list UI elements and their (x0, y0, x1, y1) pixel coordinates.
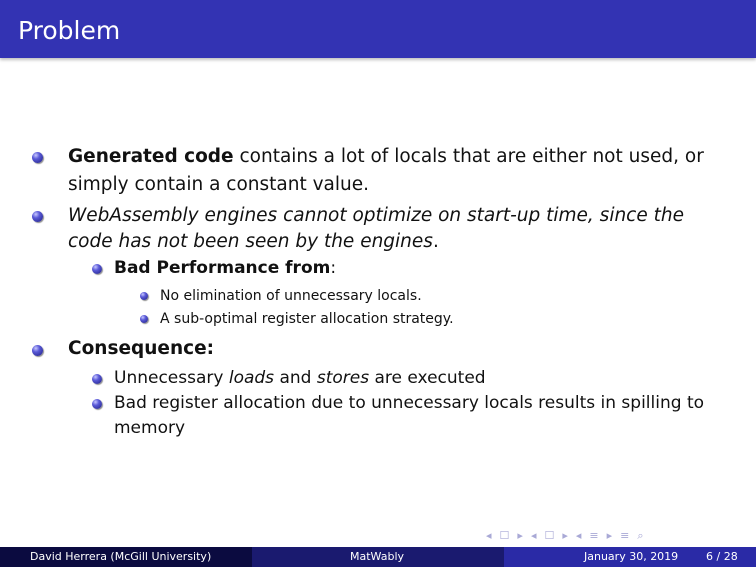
italic-text: WebAssembly engines cannot optimize on start-up time, since the (68, 205, 684, 226)
list-item (114, 366, 734, 390)
list-item (68, 144, 738, 170)
footer (0, 547, 756, 567)
list-item (68, 203, 738, 229)
item-text: . (432, 231, 439, 252)
italic-text: code has not been seen by the engines (68, 231, 433, 252)
nav-subsection-next-icon[interactable]: ▸ (562, 529, 568, 542)
bullet-icon (32, 345, 43, 356)
bullet-icon (92, 399, 102, 409)
nav-section-next-icon[interactable]: ▸ (606, 529, 613, 542)
nav-frame-prev-icon[interactable]: ◂ (486, 529, 492, 542)
list-item-continuation (114, 416, 734, 440)
item-text: are executed (369, 368, 486, 388)
item-text: No elimination of unnecessary locals. (160, 288, 422, 304)
footer-date-segment (504, 547, 756, 567)
list-item (114, 256, 734, 280)
item-text: A sub-optimal register allocation strategy. (160, 311, 454, 327)
item-text: : (330, 258, 337, 278)
nav-frame-icon[interactable]: ☐ (499, 529, 510, 542)
italic-text: stores (316, 368, 370, 388)
list-item (114, 391, 734, 415)
bullet-icon (140, 292, 148, 300)
list-item-continuation (68, 229, 738, 255)
nav-frame-next-icon[interactable]: ▸ (517, 529, 523, 542)
list-item (160, 309, 720, 329)
emphasis-text: Generated code (68, 146, 234, 167)
nav-subsection-prev-icon[interactable]: ◂ (530, 529, 537, 542)
item-text: simply contain a constant value. (68, 174, 369, 195)
footer-title-segment (252, 547, 504, 567)
bullet-icon (32, 152, 43, 163)
item-text: contains a lot of locals that are either not used, or (233, 146, 704, 167)
italic-text: loads (228, 368, 275, 388)
nav-subsection-icon[interactable]: ☐ (544, 529, 555, 542)
nav-toc-icon[interactable]: ≡ (620, 529, 630, 542)
bullet-icon (92, 264, 102, 274)
footer-page-number: 6 / 28 (706, 550, 738, 563)
item-text: and (274, 368, 317, 388)
beamer-navigation (486, 528, 742, 544)
footer-date: January 30, 2019 (584, 550, 679, 563)
list-item-continuation (68, 172, 738, 198)
item-text: Bad register allocation due to unnecessary locals results in spilling to (114, 393, 705, 413)
nav-section-icon[interactable]: ≡ (589, 529, 599, 542)
footer-title: MatWably (350, 550, 405, 563)
bullet-icon (92, 374, 102, 384)
nav-search-icon[interactable]: ⌕ (637, 529, 644, 542)
item-text: memory (114, 418, 186, 438)
item-text: Unnecessary (114, 368, 229, 388)
frame-title: Problem (18, 16, 121, 45)
list-item (160, 286, 720, 306)
bullet-icon (32, 211, 43, 222)
footer-author-segment (0, 547, 252, 567)
emphasis-text: Bad Performance from (114, 258, 331, 278)
bullet-icon (140, 315, 148, 323)
footer-author: David Herrera (McGill University) (30, 550, 212, 563)
list-item (68, 336, 738, 362)
nav-section-prev-icon[interactable]: ◂ (575, 529, 582, 542)
emphasis-text: Consequence: (68, 338, 215, 359)
